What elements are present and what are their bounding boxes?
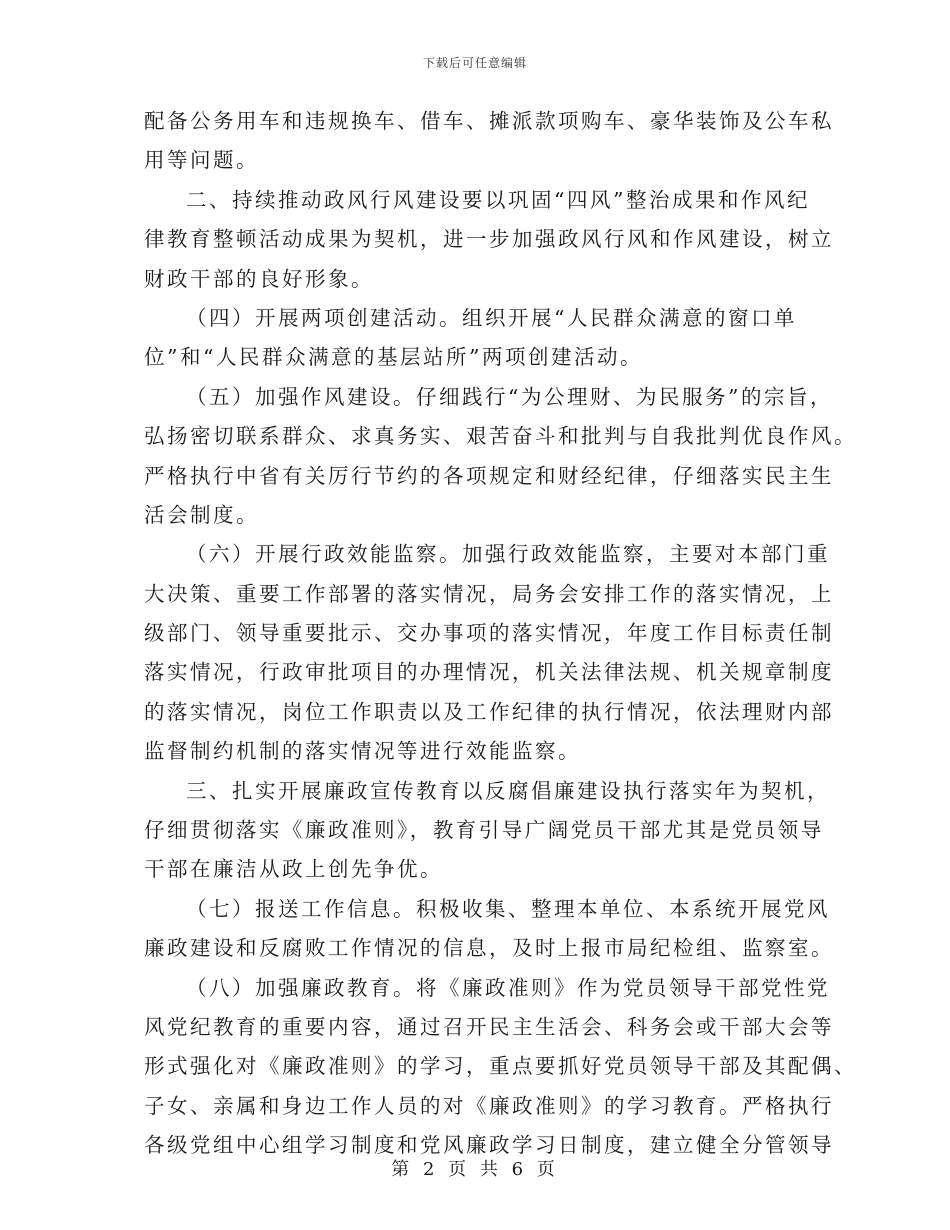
text-line: （四）开展两项创建活动。组织开展“人民群众满意的窗口单 — [186, 305, 797, 330]
text-line: 子女、亲属和身边工作人员的对《廉政准则》的学习教育。严格执行 — [144, 1093, 834, 1118]
text-line: 干部在廉洁从政上创先争优。 — [144, 857, 443, 882]
text-line: 二、持续推动政风行风建设要以巩固“四风”整治成果和作风纪 — [186, 187, 810, 212]
text-line: 弘扬密切联系群众、求真务实、艰苦奋斗和批判与自我批判优良作风。 — [144, 424, 857, 449]
text-line: 用等问题。 — [144, 148, 259, 173]
text-line: 大决策、重要工作部署的落实情况，局务会安排工作的落实情况，上 — [144, 581, 834, 606]
text-line: 廉政建设和反腐败工作情况的信息，及时上报市局纪检组、监察室。 — [144, 936, 834, 961]
text-line: 形式强化对《廉政准则》的学习，重点要抓好党员领导干部及其配偶、 — [144, 1054, 857, 1079]
page-header: 下载后可任意编辑 — [422, 56, 527, 70]
text-line: 各级党组中心组学习制度和党风廉政学习日制度，建立健全分管领导 — [144, 1133, 834, 1158]
text-line: 财政干部的良好形象。 — [144, 266, 374, 291]
text-line: 监督制约机制的落实情况等进行效能监察。 — [144, 739, 581, 764]
text-line: 活会制度。 — [144, 502, 259, 527]
page-number: 第 2 页 共 6 页 — [391, 1159, 559, 1180]
text-line: （五）加强作风建设。仔细践行“为公理财、为民服务”的宗旨， — [186, 384, 833, 409]
text-line: 配备公务用车和违规换车、借车、摊派款项购车、豪华装饰及公车私 — [144, 109, 834, 133]
text-line: 级部门、领导重要批示、交办事项的落实情况，年度工作目标责任制 — [144, 621, 834, 646]
text-line: 位”和“人民群众满意的基层站所”两项创建活动。 — [144, 345, 643, 370]
text-line: 严格执行中省有关厉行节约的各项规定和财经纪律，仔细落实民主生 — [144, 463, 834, 488]
text-line: 三、扎实开展廉政宣传教育以反腐倡廉建设执行落实年为契机， — [186, 778, 830, 803]
text-line: 的落实情况，岗位工作职责以及工作纪律的执行情况，依法理财内部 — [144, 699, 834, 724]
text-line: 风党纪教育的重要内容，通过召开民主生活会、科务会或干部大会等 — [144, 1014, 834, 1039]
text-line: 仔细贯彻落实《廉政准则》，教育引导广阔党员干部尤其是党员领导 — [144, 818, 824, 843]
text-line: （八）加强廉政教育。将《廉政准则》作为党员领导干部党性党 — [186, 975, 830, 1000]
text-line: （七）报送工作信息。积极收集、整理本单位、本系统开展党风 — [186, 896, 830, 921]
document-body — [144, 102, 857, 1166]
text-line: 落实情况，行政审批项目的办理情况，机关法律法规、机关规章制度 — [144, 660, 834, 685]
text-line: （六）开展行政效能监察。加强行政效能监察，主要对本部门重 — [186, 542, 830, 567]
text-line: 律教育整顿活动成果为契机，进一步加强政风行风和作风建设，树立 — [144, 227, 834, 252]
